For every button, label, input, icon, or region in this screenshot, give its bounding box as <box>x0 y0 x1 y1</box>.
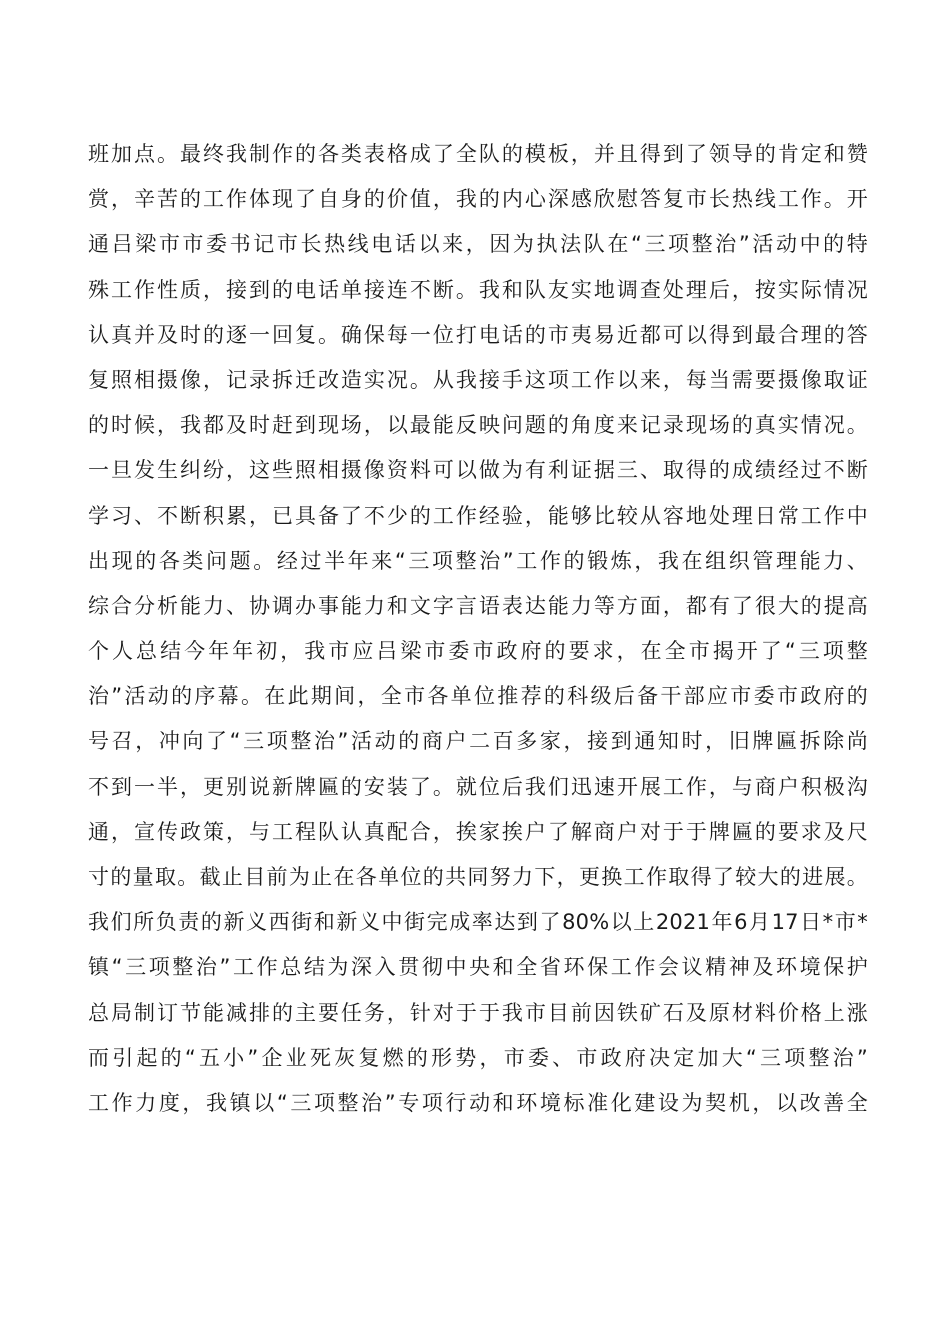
text-line: 通，宣传政策，与工程队认真配合，挨家挨户了解商户对于于牌匾的要求及尺 <box>88 819 868 844</box>
text-line: 综合分析能力、协调办事能力和文字言语表达能力等方面，都有了很大的提高 <box>88 593 868 618</box>
text-line: 总局制订节能减排的主要任务，针对于于我市目前因铁矿石及原材料价格上涨 <box>88 1000 868 1025</box>
body-text <box>88 132 868 1126</box>
text-line: 赏，辛苦的工作体现了自身的价值，我的内心深感欣慰答复市长热线工作。开 <box>88 187 868 212</box>
text-line: 学习、不断积累，已具备了不少的工作经验，能够比较从容地处理日常工作中 <box>88 503 868 528</box>
text-line: 通吕梁市市委书记市长热线电话以来，因为执法队在“三项整治”活动中的特 <box>88 232 868 257</box>
text-line: 工作力度，我镇以“三项整治”专项行动和环境标准化建设为契机，以改善全 <box>88 1090 868 1115</box>
text-line: 我们所负责的新义西街和新义中街完成率达到了80%以上2021年6月17日*市* <box>88 910 868 935</box>
text-line: 寸的量取。截止目前为止在各单位的共同努力下，更换工作取得了较大的进展。 <box>88 865 868 889</box>
text-line: 班加点。最终我制作的各类表格成了全队的模板，并且得到了领导的肯定和赞 <box>88 142 868 166</box>
text-line: 殊工作性质，接到的电话单接连不断。我和队友实地调查处理后，按实际情况 <box>88 277 868 302</box>
text-line: 一旦发生纠纷，这些照相摄像资料可以做为有利证据三、取得的成绩经过不断 <box>88 458 868 483</box>
text-line: 复照相摄像，记录拆迁改造实况。从我接手这项工作以来，每当需要摄像取证 <box>88 367 868 392</box>
text-line: 出现的各类问题。经过半年来“三项整治”工作的锻炼，我在组织管理能力、 <box>88 548 868 573</box>
text-line: 个人总结今年年初，我市应吕梁市委市政府的要求，在全市揭开了“三项整 <box>88 639 868 664</box>
text-line: 治”活动的序幕。在此期间，全市各单位推荐的科级后备干部应市委市政府的 <box>88 684 868 709</box>
text-line: 而引起的“五小”企业死灰复燃的形势，市委、市政府决定加大“三项整治” <box>88 1045 868 1070</box>
text-line: 认真并及时的逐一回复。确保每一位打电话的市夷易近都可以得到最合理的答 <box>88 322 868 347</box>
text-line: 镇“三项整治”工作总结为深入贯彻中央和全省环保工作会议精神及环境保护 <box>88 955 868 980</box>
text-line: 号召，冲向了“三项整治”活动的商户二百多家，接到通知时，旧牌匾拆除尚 <box>88 729 868 754</box>
text-line: 的时候，我都及时赶到现场，以最能反映问题的角度来记录现场的真实情况。 <box>88 413 868 438</box>
text-line: 不到一半，更别说新牌匾的安装了。就位后我们迅速开展工作，与商户积极沟 <box>88 774 868 799</box>
